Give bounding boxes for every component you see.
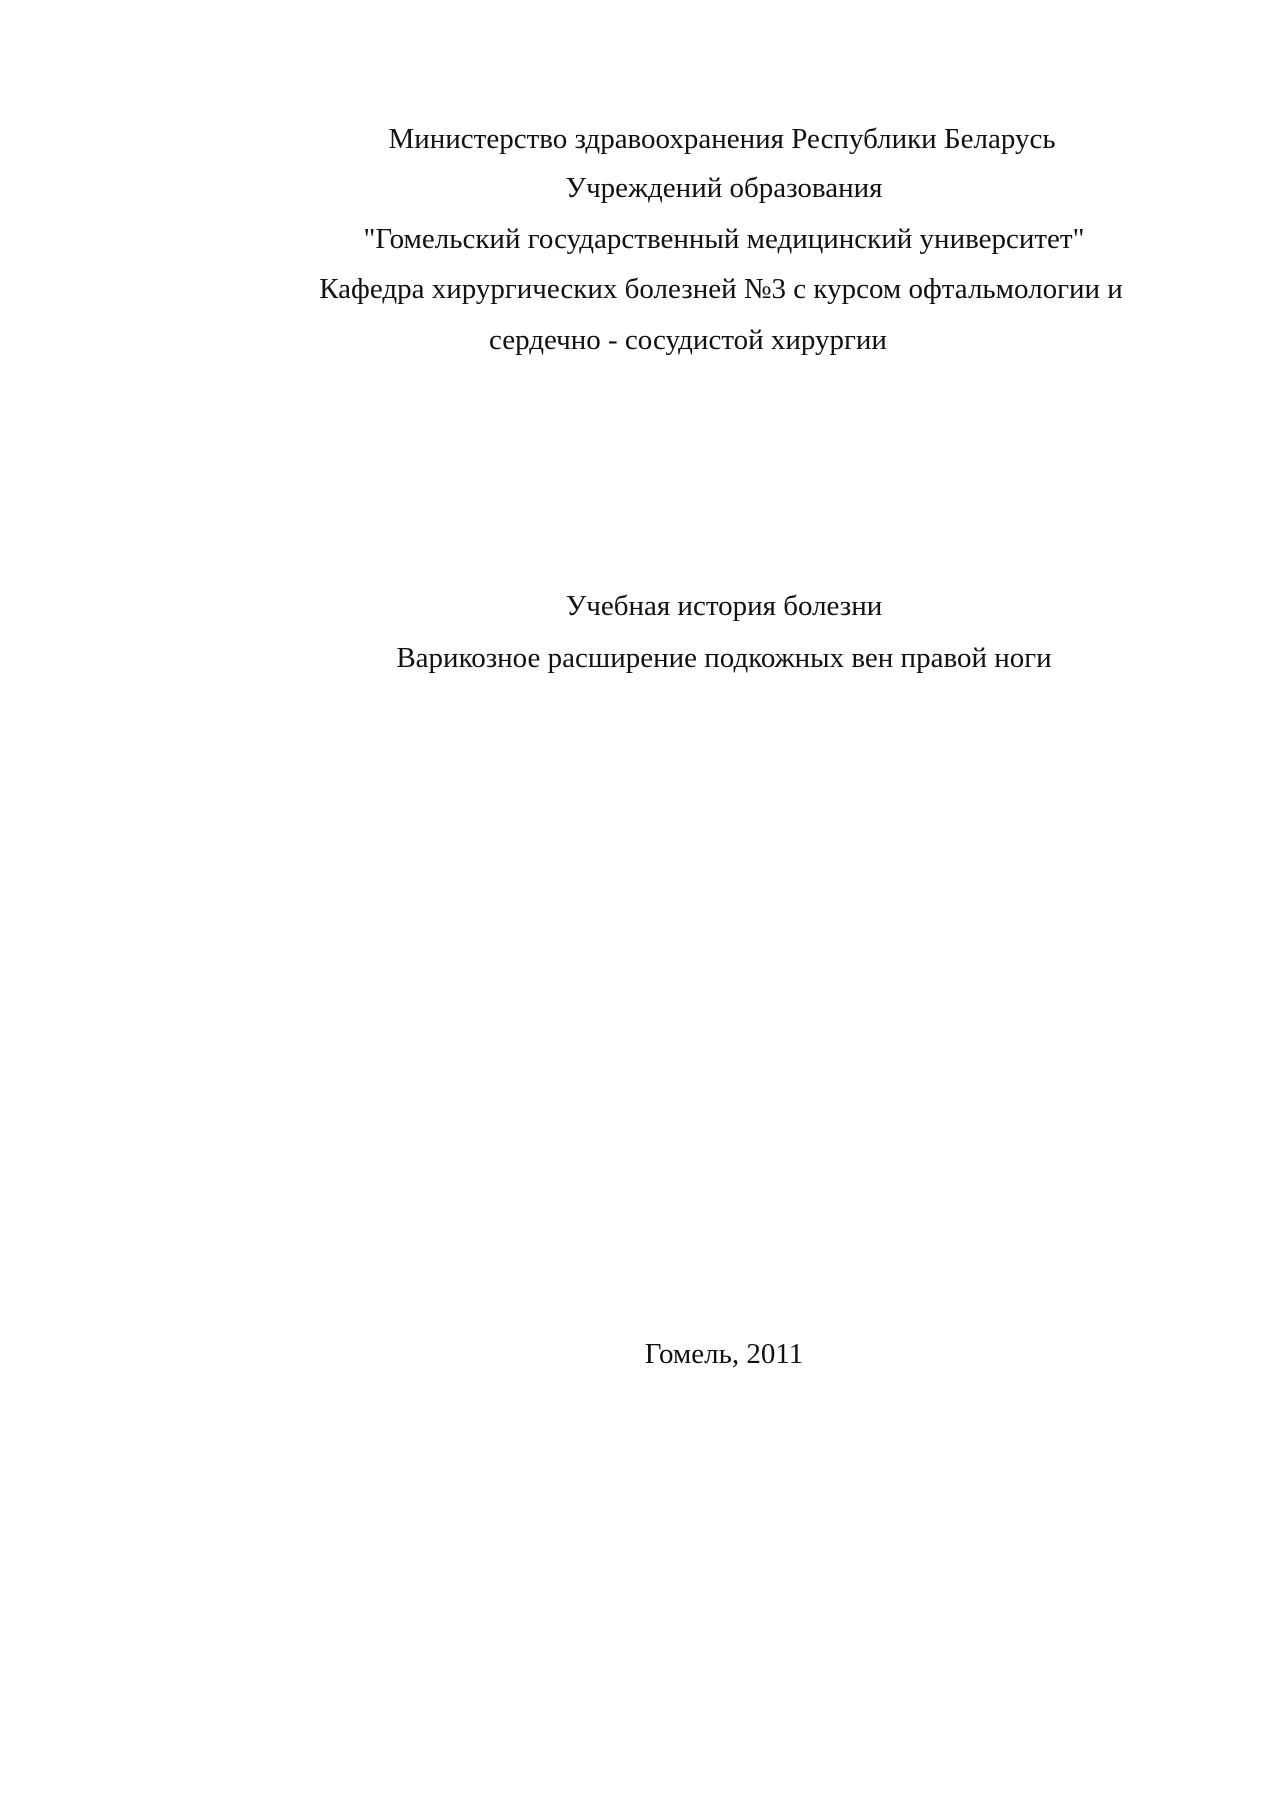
department-line-1: Кафедра хирургических болезней №3 с курсом офтальмологии и (319, 273, 1123, 305)
diagnosis-title: Варикозное расширение подкожных вен правой ноги (396, 642, 1052, 674)
institution-type-line: Учреждений образования (565, 172, 883, 204)
department-line-2: сердечно - сосудистой хирургии (489, 324, 887, 356)
ministry-line: Министерство здравоохранения Республики Беларусь (388, 123, 1056, 155)
university-line: "Гомельский государственный медицинский университет" (363, 223, 1085, 255)
place-year: Гомель, 2011 (644, 1338, 804, 1370)
document-type-title: Учебная история болезни (565, 590, 883, 622)
